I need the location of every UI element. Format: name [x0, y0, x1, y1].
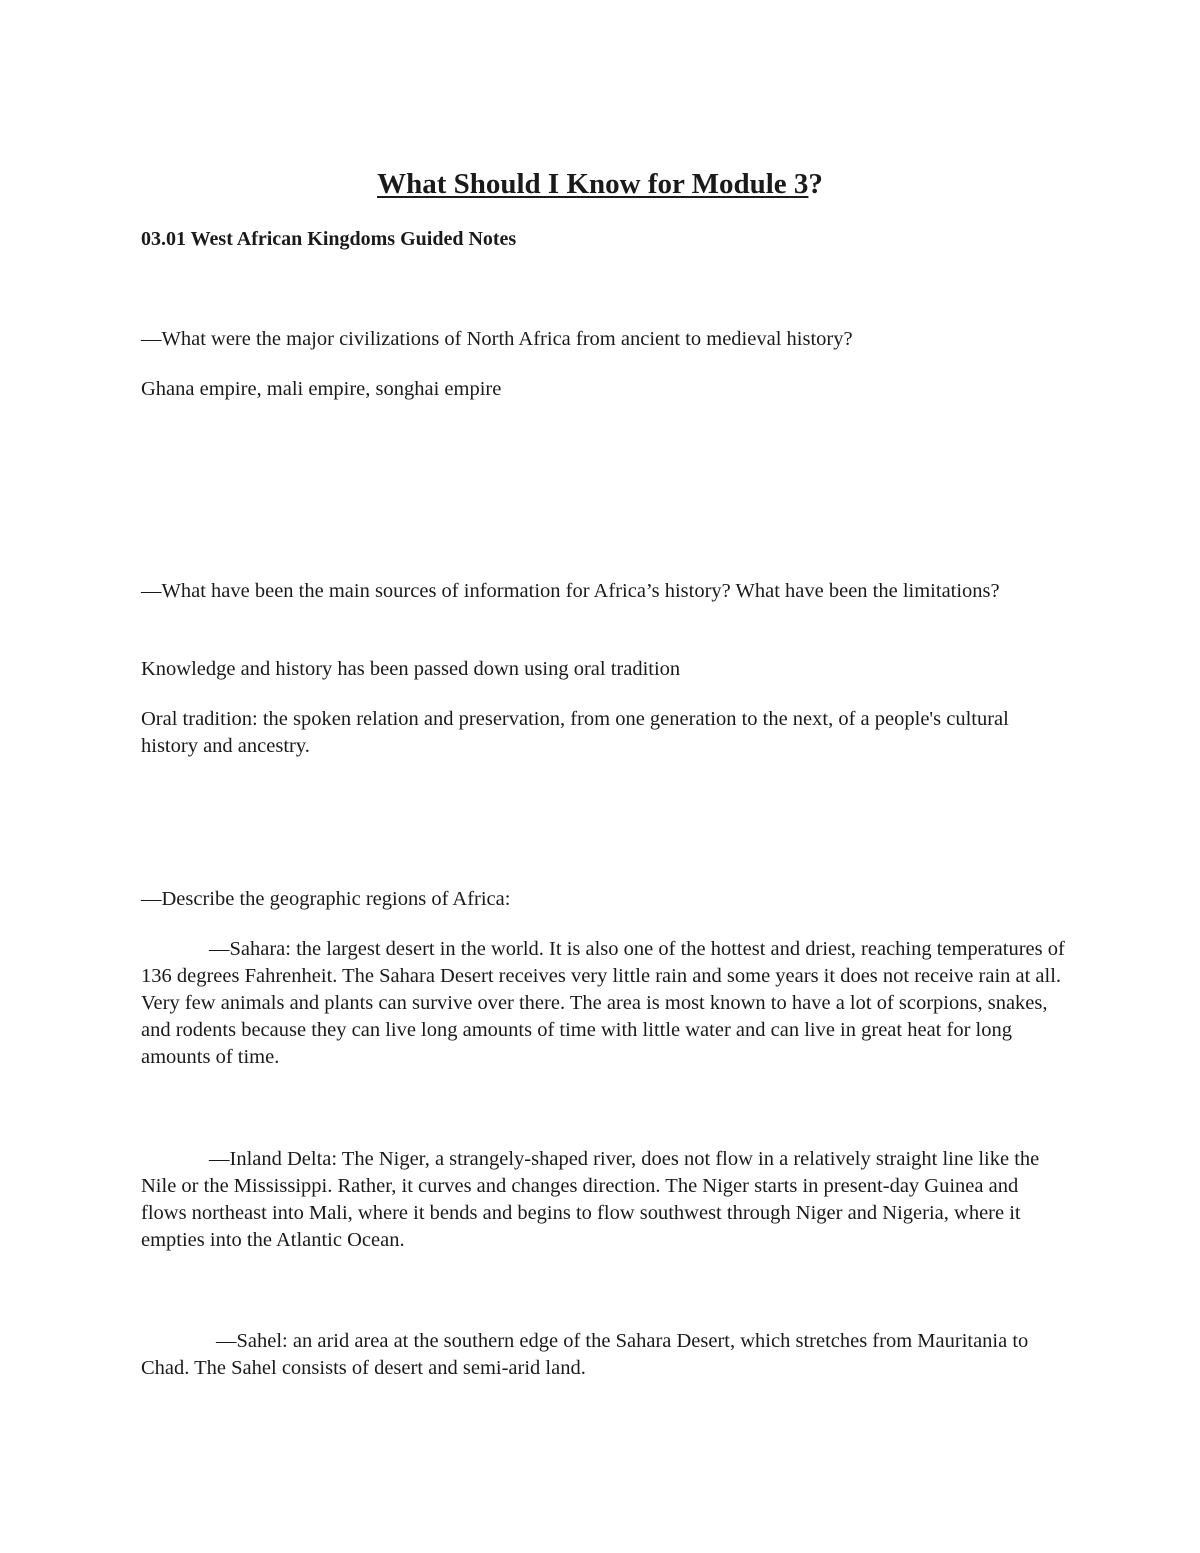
question-geographic-regions: —Describe the geographic regions of Africa: — [141, 888, 511, 910]
page-title-underlined: What Should I Know for Module 3 — [377, 168, 809, 200]
section-heading: 03.01 West African Kingdoms Guided Notes — [141, 228, 517, 250]
answer-civilizations: Ghana empire, mali empire, songhai empire — [141, 378, 502, 400]
answer-sources: Knowledge and history has been passed down using oral tradition — [141, 658, 681, 680]
definition-oral-tradition: Oral tradition: the spoken relation and preservation, from one generation to the next, of a people's cultural history and ancestry. — [141, 708, 1009, 757]
region-sahara: —Sahara: the largest desert in the world. It is also one of the hottest and driest, reaching temperatures of 136 degrees Fahrenheit. The Sahara Desert receives very little rain and some years it does not receive rain at all. Very few animals and plants can survive over there. The area is most known to have a lot of scorpions, snakes, and rodents because they can live long amounts of time with little water and can live in great heat for long amounts of time. — [141, 938, 1065, 1068]
page-title — [0, 166, 1200, 202]
region-sahel: —Sahel: an arid area at the southern edge of the Sahara Desert, which stretches from Mauritania to Chad. The Sahel consists of desert and semi-arid land. — [141, 1330, 1029, 1379]
question-sources: —What have been the main sources of information for Africa’s history? What have been the limitations? — [141, 580, 1000, 602]
page-title-question-mark: ? — [808, 168, 823, 200]
region-inland-delta: —Inland Delta: The Niger, a strangely-shaped river, does not flow in a relatively straight line like the Nile or the Mississippi. Rather, it curves and changes direction. The Niger starts in present-day Guinea and flows northeast into Mali, where it bends and begins to flow southwest through Niger and Nigeria, where it empties into the Atlantic Ocean. — [141, 1148, 1040, 1251]
question-civilizations: —What were the major civilizations of North Africa from ancient to medieval history? — [141, 328, 853, 350]
